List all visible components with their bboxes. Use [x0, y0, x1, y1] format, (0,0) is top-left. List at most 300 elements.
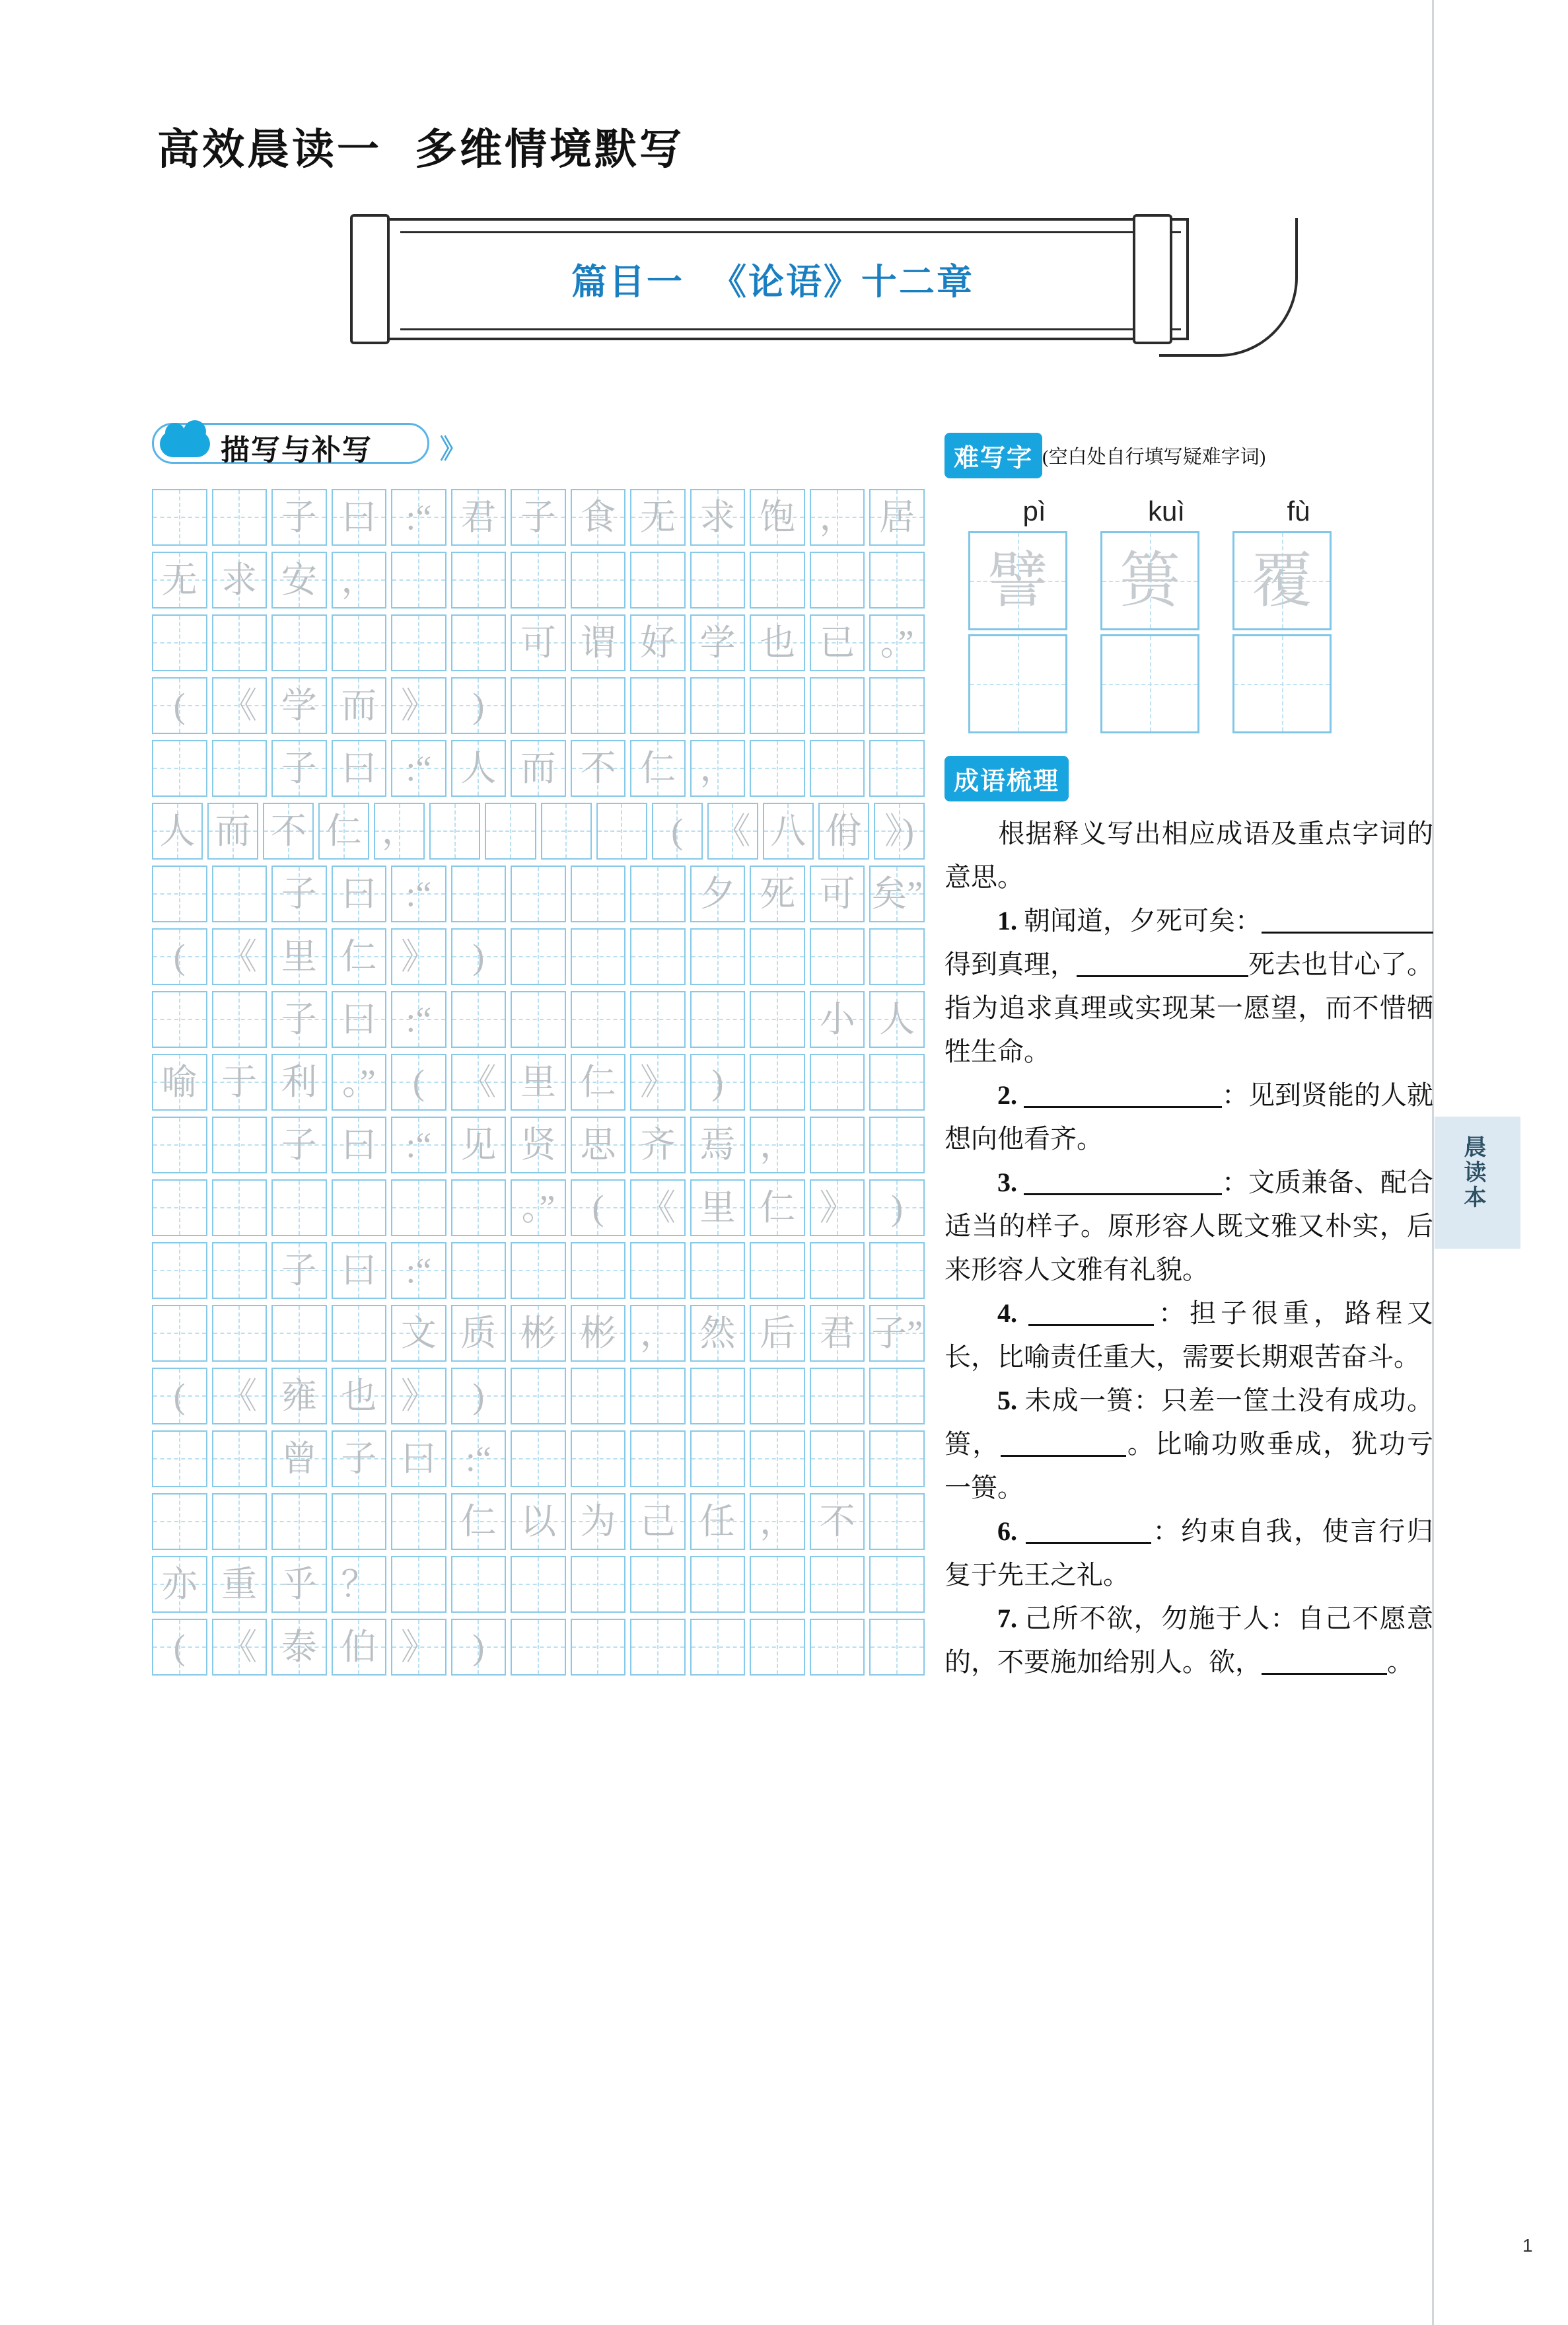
answer-blank[interactable]	[1262, 1646, 1387, 1675]
writing-cell[interactable]	[750, 1430, 805, 1487]
writing-cell[interactable]	[750, 489, 805, 546]
writing-cell[interactable]	[869, 740, 925, 797]
writing-cell[interactable]	[332, 1117, 387, 1173]
writing-cell[interactable]	[212, 1493, 267, 1550]
writing-cell[interactable]	[271, 552, 327, 609]
writing-cell[interactable]	[332, 928, 387, 985]
writing-cell[interactable]	[451, 1117, 507, 1173]
writing-cell[interactable]	[630, 1430, 686, 1487]
writing-cell[interactable]	[690, 1179, 746, 1236]
writing-cell[interactable]	[271, 489, 327, 546]
writing-cell[interactable]	[451, 1242, 507, 1299]
writing-cell-char: ，	[760, 1502, 796, 1541]
writing-cell[interactable]	[374, 803, 425, 860]
writing-cell[interactable]	[332, 991, 387, 1048]
writing-grid-row[interactable]	[152, 803, 925, 860]
writing-cell[interactable]	[391, 1556, 446, 1613]
writing-cell[interactable]	[750, 1556, 805, 1613]
writing-cell[interactable]	[511, 1305, 566, 1362]
writing-cell[interactable]	[152, 614, 207, 671]
writing-cell[interactable]	[511, 1493, 566, 1550]
writing-cell[interactable]	[152, 1368, 207, 1424]
writing-cell[interactable]	[429, 803, 480, 860]
writing-cell[interactable]	[152, 489, 207, 546]
writing-cell[interactable]	[391, 1179, 446, 1236]
writing-cell[interactable]	[212, 1619, 267, 1676]
writing-cell[interactable]	[152, 991, 207, 1048]
writing-grid-row[interactable]	[152, 552, 925, 609]
writing-cell[interactable]	[869, 1242, 925, 1299]
writing-cell[interactable]	[869, 552, 925, 609]
writing-cell[interactable]	[391, 991, 446, 1048]
writing-cell[interactable]	[212, 1242, 267, 1299]
writing-cell[interactable]	[271, 1493, 327, 1550]
writing-cell[interactable]	[690, 1556, 746, 1613]
answer-blank[interactable]	[1262, 905, 1433, 934]
writing-cell[interactable]	[630, 1493, 686, 1550]
writing-cell[interactable]	[690, 866, 746, 922]
writing-cell[interactable]	[810, 740, 865, 797]
writing-cell[interactable]	[511, 1430, 566, 1487]
writing-cell[interactable]	[511, 740, 566, 797]
writing-cell[interactable]	[750, 1054, 805, 1111]
writing-cell[interactable]	[391, 677, 446, 734]
writing-cell-char: 然	[699, 1313, 736, 1353]
writing-cell[interactable]	[212, 614, 267, 671]
writing-cell[interactable]	[690, 740, 746, 797]
writing-cell[interactable]	[869, 1619, 925, 1676]
writing-grid-row[interactable]	[152, 614, 925, 671]
writing-cell[interactable]	[332, 677, 387, 734]
hard-chars-row[interactable]	[968, 531, 1433, 630]
writing-cell[interactable]	[571, 677, 626, 734]
writing-cell[interactable]	[332, 614, 387, 671]
writing-cell[interactable]	[630, 866, 686, 922]
writing-cell[interactable]	[571, 928, 626, 985]
writing-cell[interactable]	[630, 614, 686, 671]
writing-cell[interactable]	[152, 677, 207, 734]
writing-cell[interactable]	[810, 928, 865, 985]
writing-cell[interactable]	[212, 489, 267, 546]
writing-cell[interactable]	[451, 614, 507, 671]
writing-cell[interactable]	[763, 803, 814, 860]
writing-cell[interactable]	[332, 1242, 387, 1299]
writing-cell[interactable]	[271, 1556, 327, 1613]
writing-cell[interactable]	[511, 1054, 566, 1111]
writing-cell[interactable]	[451, 1430, 507, 1487]
writing-cell[interactable]	[810, 677, 865, 734]
writing-cell[interactable]	[332, 1493, 387, 1550]
writing-grid[interactable]	[152, 489, 925, 1676]
writing-cell-char: 子	[341, 1439, 377, 1479]
writing-cell[interactable]	[391, 552, 446, 609]
writing-cell[interactable]	[152, 1305, 207, 1362]
writing-cell[interactable]	[869, 1054, 925, 1111]
writing-grid-row[interactable]	[152, 1054, 925, 1111]
writing-cell[interactable]	[810, 866, 865, 922]
writing-grid-row[interactable]	[152, 1179, 925, 1236]
writing-cell[interactable]	[511, 677, 566, 734]
writing-cell[interactable]	[152, 552, 207, 609]
writing-cell[interactable]	[511, 1619, 566, 1676]
writing-cell-char: 》	[400, 1376, 437, 1416]
writing-cell[interactable]	[451, 552, 507, 609]
writing-cell[interactable]	[451, 1493, 507, 1550]
writing-cell[interactable]	[271, 677, 327, 734]
writing-cell[interactable]	[690, 1054, 746, 1111]
hard-char-cell[interactable]	[968, 531, 1067, 630]
writing-cell[interactable]	[750, 740, 805, 797]
writing-grid-row[interactable]	[152, 866, 925, 922]
writing-grid-row[interactable]	[152, 1368, 925, 1424]
answer-blank[interactable]	[1077, 949, 1248, 977]
writing-cell[interactable]	[750, 1305, 805, 1362]
writing-cell[interactable]	[511, 866, 566, 922]
writing-cell[interactable]	[869, 1179, 925, 1236]
writing-cell[interactable]	[750, 1619, 805, 1676]
writing-cell[interactable]	[571, 1493, 626, 1550]
writing-cell[interactable]	[152, 1242, 207, 1299]
writing-cell[interactable]	[690, 677, 746, 734]
writing-cell[interactable]	[451, 866, 507, 922]
writing-grid-row[interactable]	[152, 1556, 925, 1613]
writing-cell[interactable]	[263, 803, 314, 860]
writing-cell[interactable]	[511, 1179, 566, 1236]
writing-cell[interactable]	[511, 1556, 566, 1613]
writing-cell[interactable]	[332, 740, 387, 797]
writing-cell[interactable]	[571, 1179, 626, 1236]
writing-cell[interactable]	[810, 1305, 865, 1362]
writing-cell[interactable]	[630, 1619, 686, 1676]
writing-cell[interactable]	[152, 928, 207, 985]
hard-chars-blank-row[interactable]	[968, 634, 1433, 733]
writing-cell-char: 矣”	[871, 874, 923, 914]
writing-cell[interactable]	[750, 614, 805, 671]
writing-cell[interactable]	[391, 1117, 446, 1173]
writing-cell[interactable]	[212, 677, 267, 734]
writing-cell[interactable]	[271, 928, 327, 985]
writing-cell[interactable]	[750, 1117, 805, 1173]
writing-cell[interactable]	[810, 1054, 865, 1111]
writing-cell[interactable]	[212, 1430, 267, 1487]
writing-cell[interactable]	[690, 1493, 746, 1550]
writing-cell[interactable]	[271, 1305, 327, 1362]
writing-cell[interactable]	[630, 928, 686, 985]
writing-cell[interactable]	[571, 1368, 626, 1424]
writing-cell[interactable]	[630, 1556, 686, 1613]
writing-cell[interactable]	[511, 614, 566, 671]
writing-cell[interactable]	[271, 1117, 327, 1173]
writing-cell-char: :“	[406, 1251, 432, 1290]
writing-cell-char: 。”	[341, 1062, 376, 1102]
writing-cell[interactable]	[810, 1430, 865, 1487]
writing-cell[interactable]	[707, 803, 758, 860]
writing-cell[interactable]	[511, 928, 566, 985]
writing-cell[interactable]	[152, 1179, 207, 1236]
writing-cell[interactable]	[869, 1368, 925, 1424]
writing-cell[interactable]	[271, 1054, 327, 1111]
writing-cell[interactable]	[451, 1619, 507, 1676]
writing-cell[interactable]	[810, 1619, 865, 1676]
writing-cell[interactable]	[212, 1054, 267, 1111]
writing-cell[interactable]	[391, 740, 446, 797]
writing-cell[interactable]	[332, 489, 387, 546]
writing-cell[interactable]	[318, 803, 369, 860]
writing-grid-row[interactable]	[152, 1242, 925, 1299]
writing-grid-row[interactable]	[152, 677, 925, 734]
writing-cell-char: 以	[520, 1502, 556, 1541]
writing-cell[interactable]	[451, 1556, 507, 1613]
writing-cell[interactable]	[152, 1493, 207, 1550]
writing-cell-char: :“	[406, 1000, 432, 1039]
writing-cell[interactable]	[571, 1430, 626, 1487]
writing-cell[interactable]	[152, 740, 207, 797]
writing-cell[interactable]	[391, 928, 446, 985]
writing-cell[interactable]	[571, 740, 626, 797]
writing-cell[interactable]	[690, 1305, 746, 1362]
hard-char-blank-cell[interactable]	[1232, 634, 1332, 733]
writing-cell[interactable]	[271, 991, 327, 1048]
writing-cell[interactable]	[511, 552, 566, 609]
writing-cell[interactable]	[541, 803, 592, 860]
writing-cell[interactable]	[212, 740, 267, 797]
writing-cell[interactable]	[391, 1493, 446, 1550]
writing-cell[interactable]	[271, 1619, 327, 1676]
writing-cell[interactable]	[571, 866, 626, 922]
writing-cell[interactable]	[690, 489, 746, 546]
writing-cell[interactable]	[630, 1242, 686, 1299]
writing-cell[interactable]	[750, 866, 805, 922]
writing-cell[interactable]	[451, 489, 507, 546]
writing-cell[interactable]	[690, 1117, 746, 1173]
writing-grid-row[interactable]	[152, 928, 925, 985]
writing-grid-row[interactable]	[152, 1305, 925, 1362]
writing-cell[interactable]	[391, 614, 446, 671]
writing-cell-char: ，	[760, 1125, 796, 1165]
writing-cell[interactable]	[690, 1430, 746, 1487]
writing-cell[interactable]	[391, 489, 446, 546]
answer-blank[interactable]	[1024, 1080, 1222, 1108]
writing-cell[interactable]	[630, 740, 686, 797]
writing-cell[interactable]	[750, 552, 805, 609]
writing-cell[interactable]	[511, 489, 566, 546]
writing-cell[interactable]	[630, 677, 686, 734]
writing-cell[interactable]	[630, 1117, 686, 1173]
writing-cell-char: :“	[465, 1439, 491, 1479]
writing-cell[interactable]	[212, 928, 267, 985]
writing-cell[interactable]	[212, 1305, 267, 1362]
writing-cell[interactable]	[690, 1368, 746, 1424]
writing-cell[interactable]	[511, 1368, 566, 1424]
writing-grid-row[interactable]	[152, 1493, 925, 1550]
writing-cell[interactable]	[271, 1430, 327, 1487]
writing-cell[interactable]	[690, 1619, 746, 1676]
writing-cell[interactable]	[212, 1117, 267, 1173]
writing-cell[interactable]	[869, 489, 925, 546]
writing-cell[interactable]	[810, 991, 865, 1048]
writing-cell[interactable]	[152, 1619, 207, 1676]
writing-cell[interactable]	[690, 928, 746, 985]
page-number: 1	[1522, 2235, 1533, 2256]
writing-cell[interactable]	[630, 991, 686, 1048]
writing-cell[interactable]	[391, 1368, 446, 1424]
writing-cell[interactable]	[391, 1242, 446, 1299]
writing-cell[interactable]	[571, 1117, 626, 1173]
writing-cell[interactable]	[212, 1179, 267, 1236]
writing-cell[interactable]	[571, 614, 626, 671]
writing-cell[interactable]	[511, 991, 566, 1048]
writing-grid-row[interactable]	[152, 740, 925, 797]
writing-cell-char: 已	[819, 623, 855, 663]
writing-cell[interactable]	[869, 1430, 925, 1487]
writing-cell[interactable]	[332, 1556, 387, 1613]
writing-cell[interactable]	[152, 803, 203, 860]
writing-cell[interactable]	[451, 928, 507, 985]
hard-char-blank-cell[interactable]	[968, 634, 1067, 733]
answer-blank[interactable]	[1026, 1516, 1151, 1544]
writing-cell[interactable]	[869, 677, 925, 734]
writing-cell[interactable]	[451, 1054, 507, 1111]
writing-cell[interactable]	[271, 614, 327, 671]
writing-cell[interactable]	[571, 1556, 626, 1613]
writing-cell[interactable]	[571, 1242, 626, 1299]
writing-grid-row[interactable]	[152, 1117, 925, 1173]
writing-cell[interactable]	[571, 991, 626, 1048]
answer-blank[interactable]	[1001, 1428, 1126, 1457]
hard-char-cell[interactable]	[1100, 531, 1199, 630]
writing-grid-row[interactable]	[152, 1430, 925, 1487]
writing-cell[interactable]	[869, 928, 925, 985]
answer-blank[interactable]	[1024, 1167, 1222, 1195]
writing-cell[interactable]	[212, 991, 267, 1048]
writing-cell[interactable]	[810, 552, 865, 609]
writing-cell[interactable]	[152, 1556, 207, 1613]
writing-cell[interactable]	[690, 1242, 746, 1299]
writing-cell[interactable]	[571, 489, 626, 546]
writing-cell[interactable]	[750, 991, 805, 1048]
writing-cell[interactable]	[485, 803, 536, 860]
writing-cell[interactable]	[869, 614, 925, 671]
writing-cell[interactable]	[271, 866, 327, 922]
writing-cell[interactable]	[212, 1556, 267, 1613]
writing-cell[interactable]	[810, 1368, 865, 1424]
writing-cell[interactable]	[596, 803, 647, 860]
writing-cell[interactable]	[750, 1242, 805, 1299]
writing-cell[interactable]	[652, 803, 703, 860]
writing-cell[interactable]	[810, 1493, 865, 1550]
writing-cell[interactable]	[869, 1493, 925, 1550]
writing-cell[interactable]	[332, 1368, 387, 1424]
writing-cell[interactable]	[810, 1556, 865, 1613]
writing-cell[interactable]	[810, 489, 865, 546]
writing-cell[interactable]	[391, 1054, 446, 1111]
writing-cell[interactable]	[451, 1179, 507, 1236]
writing-cell[interactable]	[212, 552, 267, 609]
writing-cell[interactable]	[152, 1117, 207, 1173]
writing-cell[interactable]	[869, 991, 925, 1048]
writing-cell[interactable]	[690, 991, 746, 1048]
writing-cell[interactable]	[451, 677, 507, 734]
writing-cell[interactable]	[810, 1117, 865, 1173]
writing-cell[interactable]	[571, 1619, 626, 1676]
writing-cell[interactable]	[810, 1179, 865, 1236]
writing-cell[interactable]	[869, 1117, 925, 1173]
writing-cell[interactable]	[451, 991, 507, 1048]
writing-cell[interactable]	[869, 1556, 925, 1613]
writing-cell[interactable]	[571, 552, 626, 609]
writing-cell[interactable]	[332, 1619, 387, 1676]
writing-cell[interactable]	[869, 866, 925, 922]
writing-cell[interactable]	[391, 1430, 446, 1487]
writing-cell[interactable]	[152, 1054, 207, 1111]
writing-cell[interactable]	[750, 1493, 805, 1550]
writing-cell[interactable]	[451, 1305, 507, 1362]
writing-cell[interactable]	[750, 928, 805, 985]
writing-cell[interactable]	[630, 1368, 686, 1424]
writing-cell[interactable]	[271, 1242, 327, 1299]
writing-cell[interactable]	[630, 1179, 686, 1236]
writing-cell[interactable]	[818, 803, 869, 860]
writing-cell[interactable]	[810, 1242, 865, 1299]
writing-cell[interactable]	[271, 1368, 327, 1424]
writing-cell[interactable]	[271, 1179, 327, 1236]
writing-cell-char: 学	[699, 623, 736, 663]
writing-cell[interactable]	[332, 1430, 387, 1487]
writing-cell[interactable]	[152, 1430, 207, 1487]
writing-cell[interactable]	[874, 803, 925, 860]
writing-cell[interactable]	[511, 1242, 566, 1299]
writing-cell[interactable]	[451, 1368, 507, 1424]
writing-cell[interactable]	[690, 552, 746, 609]
hard-char-cell[interactable]	[1232, 531, 1332, 630]
writing-cell[interactable]	[332, 552, 387, 609]
writing-cell[interactable]	[750, 1179, 805, 1236]
writing-cell[interactable]	[630, 552, 686, 609]
writing-cell[interactable]	[571, 1054, 626, 1111]
writing-cell[interactable]	[332, 1179, 387, 1236]
writing-cell[interactable]	[207, 803, 258, 860]
writing-cell[interactable]	[212, 1368, 267, 1424]
writing-cell[interactable]	[332, 1054, 387, 1111]
writing-cell[interactable]	[271, 740, 327, 797]
writing-cell[interactable]	[571, 1305, 626, 1362]
writing-cell[interactable]	[451, 740, 507, 797]
writing-cell[interactable]	[391, 1305, 446, 1362]
writing-cell[interactable]	[630, 1305, 686, 1362]
writing-cell[interactable]	[810, 614, 865, 671]
writing-cell[interactable]	[391, 866, 446, 922]
writing-cell[interactable]	[750, 677, 805, 734]
writing-cell[interactable]	[332, 866, 387, 922]
writing-grid-row[interactable]	[152, 991, 925, 1048]
writing-cell[interactable]	[332, 1305, 387, 1362]
writing-grid-row[interactable]	[152, 1619, 925, 1676]
writing-cell-char: 《	[221, 1627, 258, 1667]
writing-grid-row[interactable]	[152, 489, 925, 546]
writing-cell[interactable]	[152, 866, 207, 922]
writing-cell[interactable]	[511, 1117, 566, 1173]
hard-char-blank-cell[interactable]	[1100, 634, 1199, 733]
writing-cell[interactable]	[690, 614, 746, 671]
idiom-item	[944, 1597, 1433, 1684]
writing-cell[interactable]	[630, 1054, 686, 1111]
writing-cell[interactable]	[212, 866, 267, 922]
writing-cell[interactable]	[750, 1368, 805, 1424]
writing-cell[interactable]	[630, 489, 686, 546]
writing-cell[interactable]	[869, 1305, 925, 1362]
answer-blank[interactable]	[1028, 1298, 1154, 1326]
writing-cell[interactable]	[391, 1619, 446, 1676]
